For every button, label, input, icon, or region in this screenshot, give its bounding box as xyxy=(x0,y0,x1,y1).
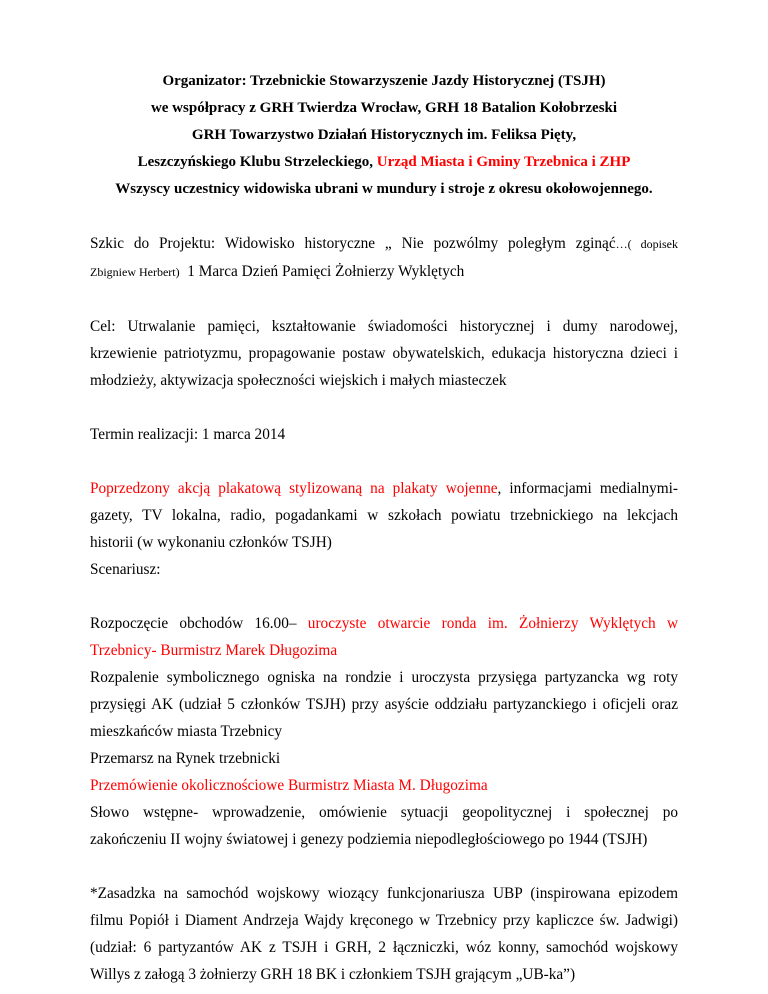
program-paragraph xyxy=(90,610,678,853)
header-partner-city-office: Urząd Miasta i Gminy Trzebnica i ZHP xyxy=(376,154,631,170)
spacer xyxy=(90,203,678,230)
fire-line-2: przysięgi AK (udział 5 członków TSJH) przy asyście oddziału partyzanckiego i oficjeli oraz xyxy=(90,696,678,713)
spacer xyxy=(90,286,678,313)
header-line-partners xyxy=(90,149,678,176)
header-partner-club: Leszczyńskiego Klubu Strzeleckiego, xyxy=(137,154,374,170)
preceded-line-2: gazety, TV lokalna, radio, pogadankami w szkołach powiatu trzebnickiego na lekcjach xyxy=(90,507,678,524)
march-line: Przemarsz na Rynek trzebnicki xyxy=(90,750,281,767)
ambush-line-3: (udział: 6 partyzantów AK z TSJH i GRH, 2 łączniczki, wóz konny, samochód wojskowy xyxy=(90,939,678,956)
organizer-header xyxy=(90,68,678,203)
scenario-label: Scenariusz: xyxy=(90,561,161,578)
goal-line-1: Cel: Utrwalanie pamięci, kształtowanie świadomości historycznej i dumy narodowej, xyxy=(90,318,678,335)
spacer xyxy=(90,853,678,880)
header-line-society: GRH Towarzystwo Działań Historycznych im. Feliksa Pięty, xyxy=(191,127,577,143)
goal-line-2: krzewienie patriotyzmu, propagowanie postaw obywatelskich, edukacja historyczna dzieci i xyxy=(90,345,678,362)
ambush-line-2: filmu Popiół i Diament Andrzeja Wajdy kręconego w Trzebnicy przy kapliczce św. Jadwigi) xyxy=(90,912,678,929)
preceded-line-1 xyxy=(90,475,678,502)
preceded-line-3: historii (w wykonaniu członków TSJH) xyxy=(90,534,332,551)
sketch-title: Szkic do Projektu: Widowisko historyczne „ Nie pozwólmy poległym zginąć xyxy=(90,235,616,252)
program-start-line xyxy=(90,610,678,637)
sketch-occasion: 1 Marca Dzień Pamięci Żołnierzy Wyklętych xyxy=(187,263,465,280)
sketch-line-1 xyxy=(90,230,678,258)
goal-paragraph xyxy=(90,313,678,394)
mayor-speech-line: Przemówienie okolicznościowe Burmistrz Miasta M. Długozima xyxy=(90,777,488,794)
sketch-line-2 xyxy=(90,258,678,286)
term-date: Termin realizacji: 1 marca 2014 xyxy=(90,426,286,443)
goal-line-3: młodzieży, aktywizacja społeczności wiejskich i małych miasteczek xyxy=(90,372,507,389)
spacer xyxy=(90,394,678,421)
preceded-paragraph xyxy=(90,475,678,583)
spacer xyxy=(90,448,678,475)
header-line-organizer: Organizator: Trzebnickie Stowarzyszenie Jazdy Historycznej (TSJH) xyxy=(162,73,606,89)
program-start-time: Rozpoczęcie obchodów 16.00– xyxy=(90,615,297,632)
ambush-line-1: *Zasadzka na samochód wojskowy wiozący funkcjonariusza UBP (inspirowana epizodem xyxy=(90,885,678,902)
ambush-line-4: Willys z załogą 3 żołnierzy GRH 18 BK i członkiem TSJH grającym „UB-ka”) xyxy=(90,966,576,983)
fire-line-3: mieszkańców miasta Trzebnicy xyxy=(90,723,283,740)
poster-campaign: Poprzedzony akcją plakatową stylizowaną na plakaty wojenne xyxy=(90,480,498,497)
header-line-uniforms: Wszyscy uczestnicy widowiska ubrani w mundury i stroje z okresu okołowojennego. xyxy=(115,181,653,197)
intro-line-2: zakończeniu II wojny światowej i genezy podziemia niepodległościowego po 1944 (TSJH) xyxy=(90,831,648,848)
intro-line-1: Słowo wstępne- wprowadzenie, omówienie sytuacji geopolitycznej i społecznej po xyxy=(90,804,678,821)
project-sketch-paragraph xyxy=(90,230,678,286)
fire-line-1: Rozpalenie symbolicznego ogniska na rondzie i uroczysta przysięga partyzancka wg roty xyxy=(90,669,678,686)
spacer xyxy=(90,583,678,610)
sketch-note-author: Zbigniew Herbert) xyxy=(90,265,180,279)
ambush-paragraph xyxy=(90,880,678,988)
media-info: , informacjami medialnymi- xyxy=(497,480,679,497)
roundabout-opening: uroczyste otwarcie ronda im. Żołnierzy Wyklętych w xyxy=(307,615,678,632)
sketch-note-start: …( dopisek xyxy=(615,237,678,251)
roundabout-opening-mayor: Trzebnicy- Burmistrz Marek Długozima xyxy=(90,642,338,659)
term-paragraph xyxy=(90,421,678,448)
header-line-cooperation: we współpracy z GRH Twierdza Wrocław, GRH 18 Batalion Kołobrzeski xyxy=(150,100,618,116)
